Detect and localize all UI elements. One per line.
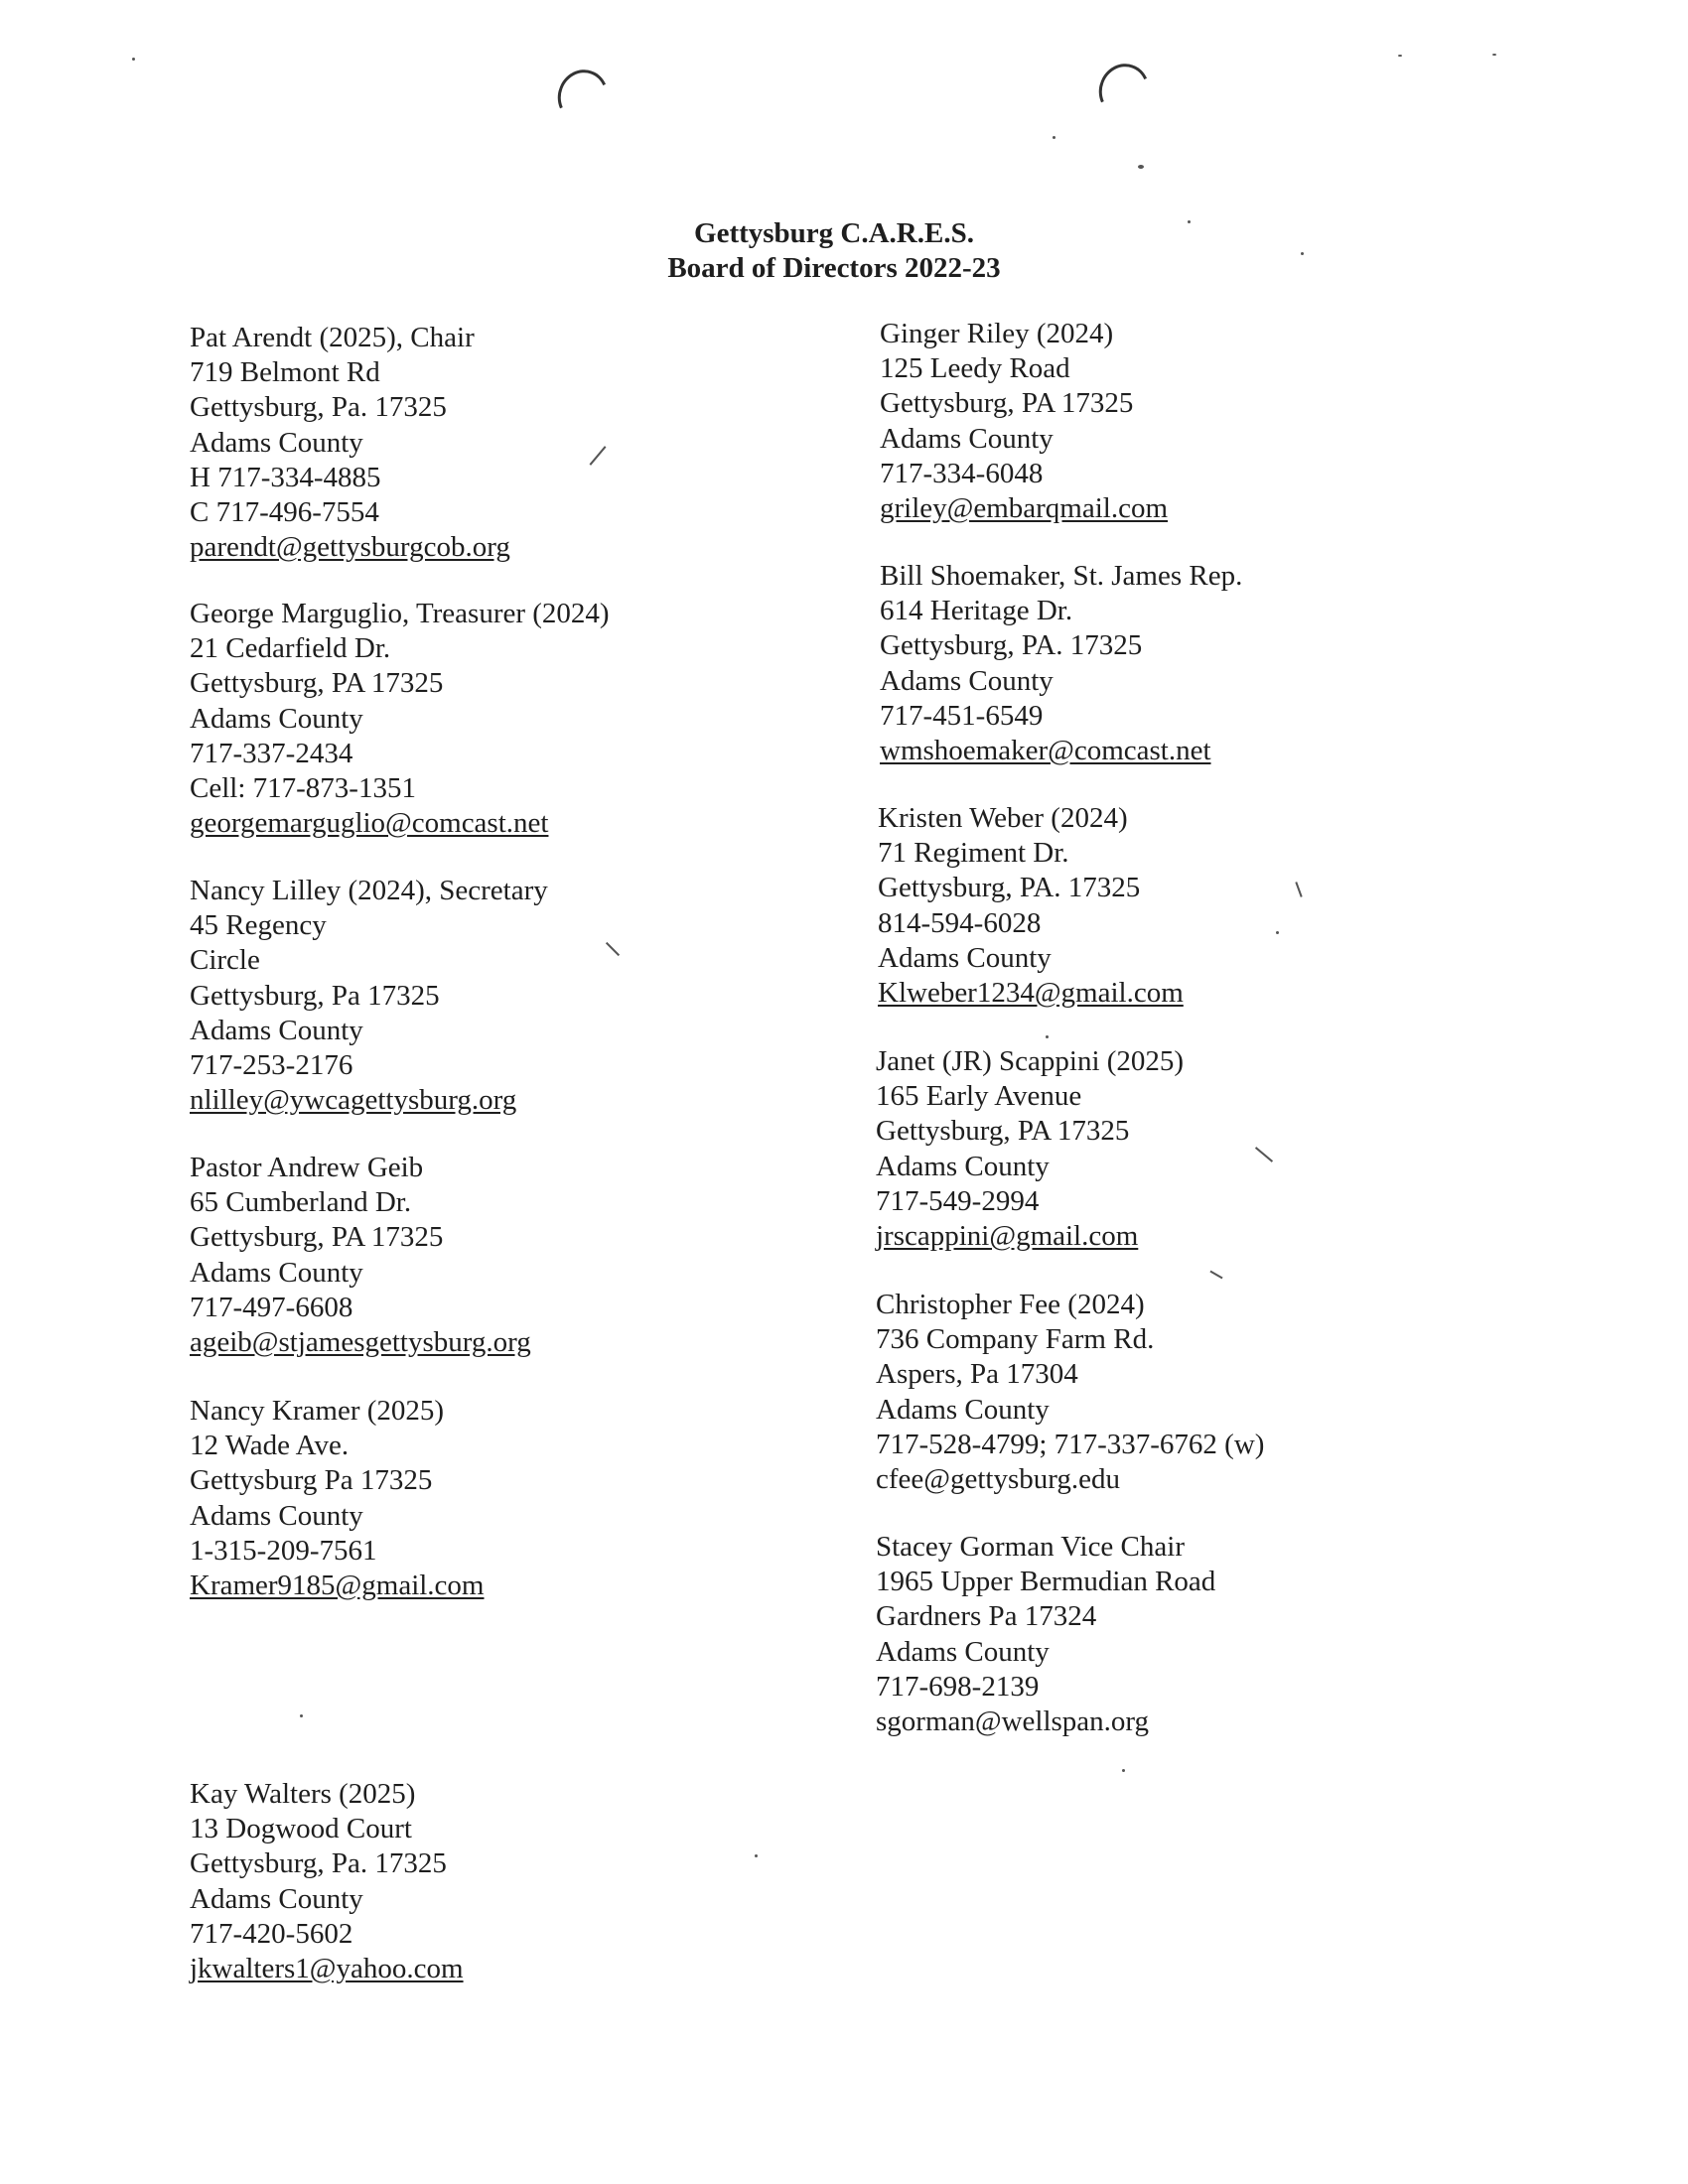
member-phone: 717-253-2176 [190, 1049, 353, 1082]
member-address: 736 Company Farm Rd. [876, 1323, 1155, 1356]
member-phone: 717-549-2994 [876, 1184, 1040, 1217]
board-member-entry [880, 317, 1168, 526]
member-name: Pat Arendt (2025), Chair [190, 322, 475, 353]
member-email[interactable]: georgemarguglio@comcast.net [190, 807, 549, 840]
scan-mark [590, 446, 607, 466]
member-address: 71 Regiment Dr. [878, 837, 1069, 870]
scan-speck [1276, 931, 1279, 934]
scan-speck [1492, 54, 1496, 56]
member-city: Gardners Pa 17324 [876, 1600, 1097, 1633]
member-address: 12 Wade Ave. [190, 1430, 350, 1462]
member-city: Gettysburg, PA 17325 [880, 387, 1134, 420]
member-city: Gettysburg, PA. 17325 [880, 629, 1143, 662]
member-phone: 717-698-2139 [876, 1670, 1040, 1703]
member-name: Nancy Lilley (2024), Secretary [190, 875, 548, 906]
member-city: Gettysburg, Pa 17325 [190, 979, 440, 1012]
scan-mark [1209, 1271, 1222, 1280]
scan-speck [300, 1714, 303, 1717]
board-member-entry [876, 1530, 1215, 1739]
member-city: Gettysburg Pa 17325 [190, 1464, 433, 1497]
member-name: Janet (JR) Scappini (2025) [876, 1045, 1185, 1077]
scan-speck [1398, 55, 1402, 57]
board-member-entry [876, 1044, 1184, 1254]
board-member-entry [876, 1288, 1264, 1497]
member-address: 719 Belmont Rd [190, 356, 380, 389]
board-member-entry [190, 1777, 464, 1986]
scan-mark [1295, 882, 1302, 897]
member-email[interactable]: jkwalters1@yahoo.com [190, 1953, 464, 1985]
member-city: Gettysburg, PA 17325 [190, 1221, 444, 1254]
member-county: Adams County [190, 1499, 363, 1532]
scan-speck [1046, 1035, 1049, 1038]
board-member-entry [190, 321, 510, 565]
member-city: Gettysburg, PA 17325 [876, 1115, 1130, 1148]
board-member-entry [880, 559, 1242, 768]
member-county: Adams County [876, 1635, 1050, 1668]
member-address: 21 Cedarfield Dr. [190, 632, 391, 665]
member-county: Adams County [190, 1014, 363, 1046]
member-name: Ginger Riley (2024) [880, 318, 1114, 349]
member-email[interactable]: sgorman@wellspan.org [876, 1706, 1150, 1738]
member-city: Gettysburg, PA. 17325 [878, 872, 1141, 904]
document-title: Gettysburg C.A.R.E.S. [694, 217, 974, 249]
board-member-entry [878, 801, 1184, 1011]
member-name: Stacey Gorman Vice Chair [876, 1531, 1185, 1563]
member-email[interactable]: Kramer9185@gmail.com [190, 1570, 485, 1602]
scan-mark [1255, 1147, 1273, 1162]
member-name: Kay Walters (2025) [190, 1778, 416, 1810]
member-phone: H 717-334-4885 [190, 461, 381, 493]
member-name: Kristen Weber (2024) [878, 802, 1128, 834]
member-address: 125 Leedy Road [880, 352, 1070, 385]
member-county: Adams County [878, 941, 1052, 974]
member-county: Adams County [190, 702, 363, 735]
member-address: 45 Regency [190, 909, 327, 942]
board-member-entry [190, 1394, 485, 1603]
member-address: 1965 Upper Bermudian Road [876, 1566, 1216, 1598]
member-name: George Marguglio, Treasurer (2024) [190, 598, 610, 629]
member-phone: 717-497-6608 [190, 1291, 353, 1323]
member-phone: 717-337-2434 [190, 737, 353, 769]
member-email[interactable]: nlilley@ywcagettysburg.org [190, 1084, 517, 1117]
member-name: Nancy Kramer (2025) [190, 1395, 445, 1427]
member-phone: 717-334-6048 [880, 457, 1044, 489]
punch-hole-right [1091, 57, 1156, 124]
member-county: Adams County [880, 664, 1054, 697]
member-name: Bill Shoemaker, St. James Rep. [880, 560, 1243, 592]
scan-mark [606, 942, 620, 956]
member-county: Adams County [876, 1393, 1050, 1426]
member-address: 65 Cumberland Dr. [190, 1186, 412, 1219]
member-county: Adams County [880, 422, 1054, 455]
member-name: Pastor Andrew Geib [190, 1152, 424, 1183]
scan-speck [1053, 136, 1055, 139]
scan-speck [132, 58, 135, 61]
member-county: Adams County [876, 1150, 1050, 1182]
member-address: 165 Early Avenue [876, 1080, 1082, 1113]
member-phone: 814-594-6028 [878, 906, 1042, 939]
member-county: Adams County [190, 426, 363, 459]
member-phone: 717-528-4799; 717-337-6762 (w) [876, 1428, 1265, 1460]
member-email[interactable]: Klweber1234@gmail.com [878, 977, 1184, 1010]
scan-speck [1122, 1769, 1125, 1772]
member-city: Gettysburg, PA 17325 [190, 667, 444, 700]
member-email[interactable]: cfee@gettysburg.edu [876, 1463, 1121, 1496]
member-phone: 717-451-6549 [880, 699, 1044, 732]
member-phone: 717-420-5602 [190, 1917, 353, 1950]
member-county: Adams County [190, 1256, 363, 1289]
member-email[interactable]: wmshoemaker@comcast.net [880, 735, 1211, 767]
member-city: Gettysburg, Pa. 17325 [190, 391, 447, 424]
member-phone: Cell: 717-873-1351 [190, 772, 416, 805]
member-address: 614 Heritage Dr. [880, 595, 1073, 627]
member-name: Christopher Fee (2024) [876, 1289, 1145, 1320]
member-email[interactable]: griley@embarqmail.com [880, 492, 1169, 525]
member-email[interactable]: parendt@gettysburgcob.org [190, 531, 510, 564]
member-address: 13 Dogwood Court [190, 1813, 412, 1845]
member-city: Aspers, Pa 17304 [876, 1358, 1078, 1391]
board-member-entry [190, 597, 610, 841]
board-member-entry [190, 874, 548, 1118]
board-member-entry [190, 1151, 531, 1360]
member-phone: 1-315-209-7561 [190, 1534, 377, 1567]
document-subtitle: Board of Directors 2022-23 [667, 252, 1001, 284]
member-email[interactable]: ageib@stjamesgettysburg.org [190, 1326, 531, 1359]
member-county: Adams County [190, 1882, 363, 1915]
member-phone: C 717-496-7554 [190, 496, 379, 529]
scan-speck [755, 1854, 758, 1857]
member-city: Gettysburg, Pa. 17325 [190, 1847, 447, 1880]
punch-hole-left [550, 63, 615, 130]
member-address: Circle [190, 944, 260, 977]
scan-speck [1138, 165, 1144, 169]
member-email[interactable]: jrscappini@gmail.com [876, 1220, 1139, 1253]
